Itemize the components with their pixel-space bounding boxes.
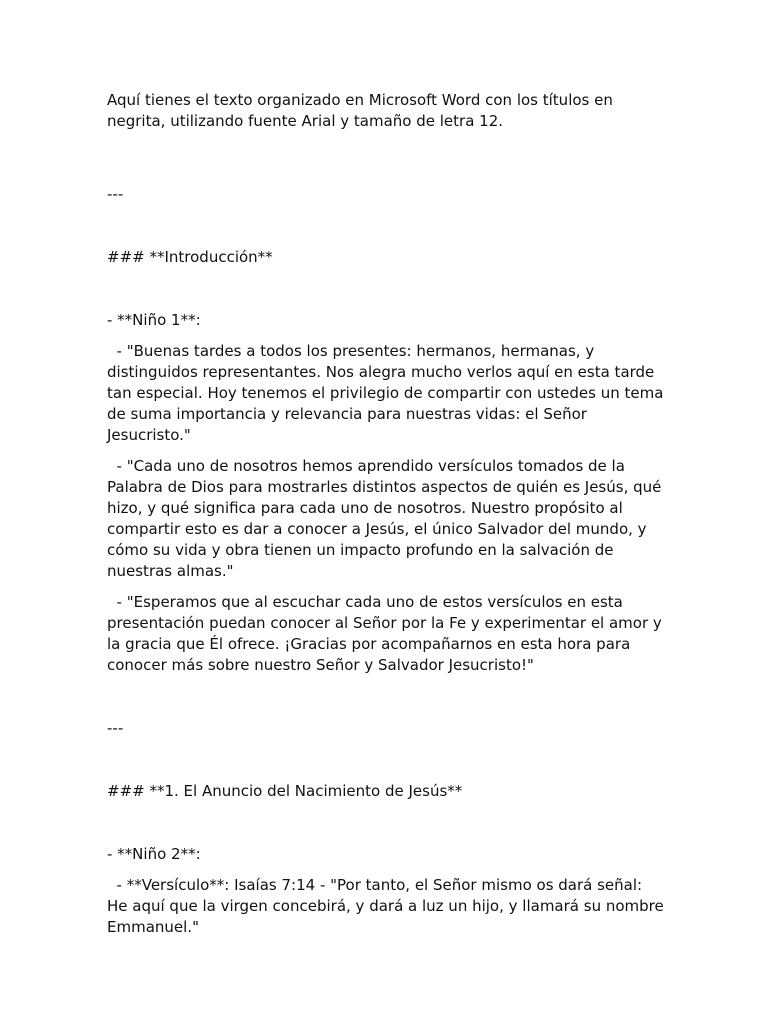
speaker-label: - **Niño 2**: (107, 845, 201, 863)
heading-introduccion: ### **Introducción** (107, 248, 273, 266)
speech-paragraph: - "Esperamos que al escuchar cada uno de estos versículos en esta presentación puedan conocer al Señor por la Fe y experimentar el amor y la gracia que Él ofrece. ¡Gracias por acompañarnos en esta hora para conocer más sobre nuestro Señor y Salvador Jesucristo!" (107, 593, 667, 674)
separator: --- (107, 185, 124, 203)
separator: --- (107, 719, 124, 737)
heading-section-1: ### **1. El Anuncio del Nacimiento de Jesús** (107, 782, 463, 800)
speech-paragraph: - "Cada uno de nosotros hemos aprendido versículos tomados de la Palabra de Dios para mostrarles distintos aspectos de quién es Jesús, qué hizo, y qué significa para cada uno de nosotros. Nuestro propósito al compartir esto es dar a conocer a Jesús, el único Salvador del mundo, y cómo su vida y obra tienen un impacto profundo en la salvación de nuestras almas." (107, 457, 667, 580)
verse-paragraph: - **Versículo**: Isaías 7:14 - "Por tanto, el Señor mismo os dará señal: He aquí que la virgen concebirá, y dará a luz un hijo, y llamará su nombre Emmanuel." (107, 876, 669, 936)
intro-note: Aquí tienes el texto organizado en Microsoft Word con los títulos en negrita, utilizando fuente Arial y tamaño de letra 12. (107, 91, 618, 130)
speaker-label: - **Niño 1**: (107, 311, 201, 329)
document-page (107, 90, 667, 938)
speech-paragraph: - "Buenas tardes a todos los presentes: hermanos, hermanas, y distinguidos representantes. Nos alegra mucho verlos aquí en esta tarde tan especial. Hoy tenemos el privilegio de compartir con ustedes un tema de suma importancia y relevancia para nuestras vidas: el Señor Jesucristo." (107, 342, 669, 444)
